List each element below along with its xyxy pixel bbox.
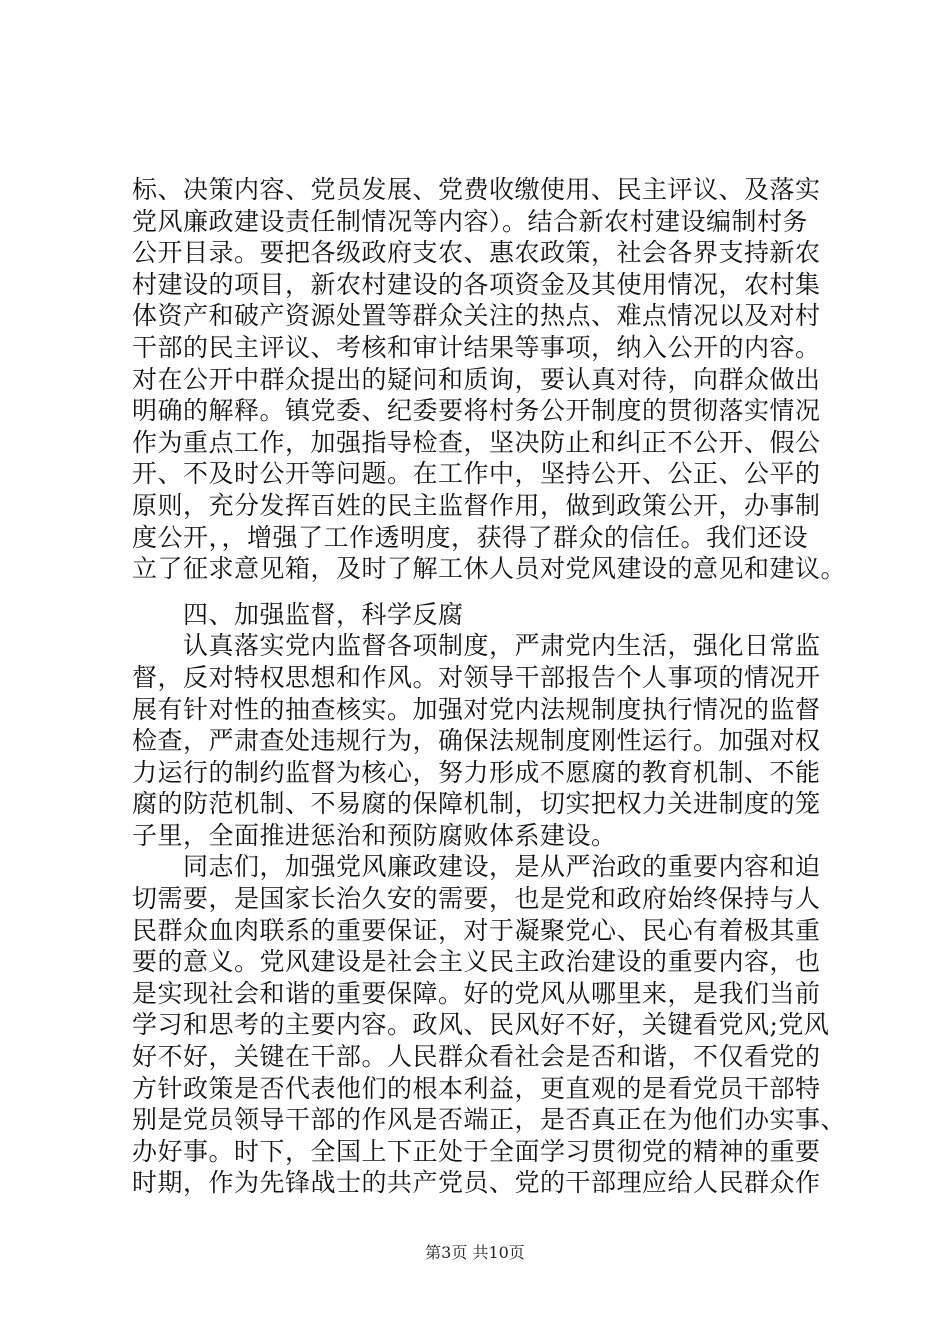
text-line: 时期，作为先锋战士的共产党员、党的干部理应给人民群众作 — [132, 1168, 821, 1198]
text-line: 明确的解释。镇党委、纪委要将村务公开制度的贯彻落实情况 — [132, 396, 821, 426]
text-line: 同志们，加强党风廉政建设，是从严治政的重要内容和迫 — [132, 852, 821, 882]
text-line: 立了征求意见箱，及时了解工休人员对党风建设的意见和建议。 — [132, 554, 847, 584]
text-line: 认真落实党内监督各项制度，严肃党内生活，强化日常监 — [132, 631, 821, 661]
text-line: 腐的防范机制、不易腐的保障机制，切实把权力关进制度的笼 — [132, 789, 821, 819]
text-line: 力运行的制约监督为核心，努力形成不愿腐的教育机制、不能 — [132, 757, 821, 787]
text-line: 切需要，是国家长治久安的需要，也是党和政府始终保持与人 — [132, 884, 821, 914]
text-line: 度公开，，增强了工作透明度，获得了群众的信任。我们还设 — [132, 522, 809, 552]
text-line: 标、决策内容、党员发展、党费收缴使用、民主评议、及落实 — [132, 175, 821, 204]
text-line: 办好事。时下，全国上下正处于全面学习贯彻党的精神的重要 — [132, 1136, 821, 1166]
text-line: 检查，严肃查处违规行为，确保法规制度刚性运行。加强对权 — [132, 726, 821, 756]
text-line: 好不好，关键在干部。人民群众看社会是否和谐，不仅看党的 — [132, 1042, 821, 1072]
paragraph-comrades — [132, 851, 847, 1199]
page-number-footer: 第3页 共10页 — [425, 1243, 525, 1262]
paragraph-supervision — [132, 630, 832, 851]
text-line: 展有针对性的抽查核实。加强对党内法规制度执行情况的监督 — [132, 694, 821, 724]
text-line: 作为重点工作，加强指导检查，坚决防止和纠正不公开、假公 — [132, 427, 821, 457]
paragraph-village-affairs — [132, 174, 847, 585]
text-line: 体资产和破产资源处置等群众关注的热点、难点情况以及对村 — [132, 301, 821, 331]
text-line: 村建设的项目，新农村建设的各项资金及其使用情况，农村集 — [132, 269, 821, 299]
text-line: 原则，充分发挥百姓的民主监督作用，做到政策公开，办事制 — [132, 490, 821, 520]
text-line: 民群众血肉联系的重要保证，对于凝聚党心、民心有着极其重 — [132, 915, 821, 945]
text-line: 对在公开中群众提出的疑问和质询，要认真对待，向群众做出 — [132, 364, 821, 394]
section-heading: 四、加强监督，科学反腐 — [132, 599, 464, 629]
text-line: 别是党员领导干部的作风是否端正，是否真正在为他们办实事、 — [132, 1105, 847, 1135]
text-line: 子里，全面推进惩治和预防腐败体系建设。 — [132, 820, 617, 850]
text-line: 开、不及时公开等问题。在工作中，坚持公开、公正、公平的 — [132, 459, 821, 489]
text-line: 干部的民主评议、考核和审计结果等事项，纳入公开的内容。 — [132, 332, 821, 362]
text-line: 学习和思考的主要内容。政风、民风好不好，关键看党风;党风 — [132, 1010, 830, 1040]
document-body — [132, 174, 847, 1199]
text-line: 公开目录。要把各级政府支农、惠农政策，社会各界支持新农 — [132, 238, 821, 268]
text-line: 党风廉政建设责任制情况等内容）。结合新农村建设编制村务 — [132, 206, 809, 236]
paragraph-gap — [132, 585, 832, 599]
text-line: 督，反对特权思想和作风。对领导干部报告个人事项的情况开 — [132, 662, 821, 692]
text-line: 要的意义。党风建设是社会主义民主政治建设的重要内容，也 — [132, 947, 821, 977]
text-line: 方针政策是否代表他们的根本利益，更直观的是看党员干部特 — [132, 1073, 821, 1103]
text-line: 是实现社会和谐的重要保障。好的党风从哪里来，是我们当前 — [132, 978, 821, 1008]
